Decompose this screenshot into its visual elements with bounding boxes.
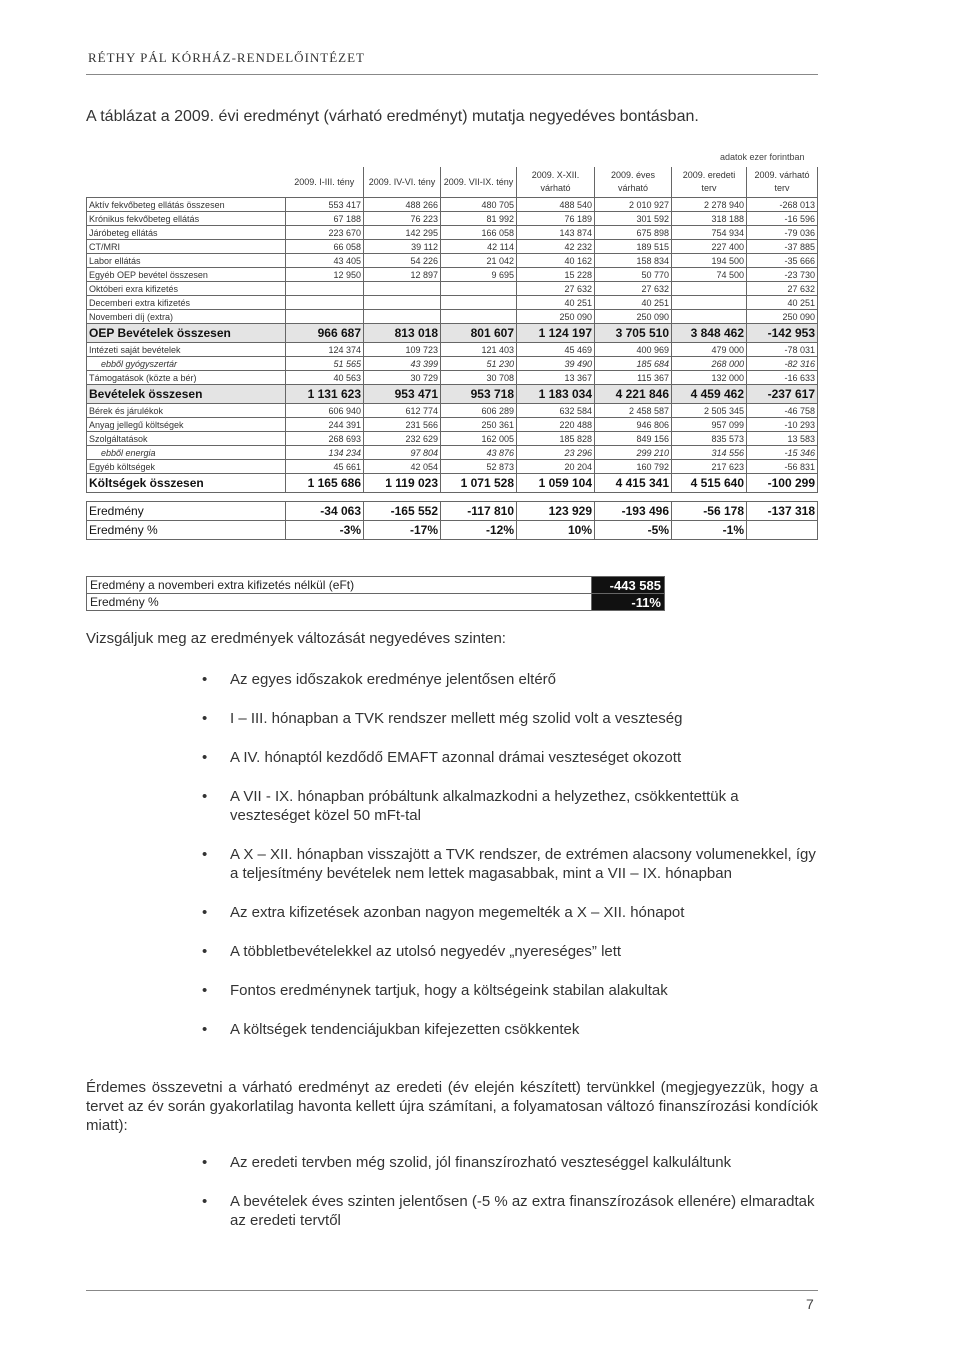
row-label: Novemberi díj (extra) — [87, 310, 286, 324]
row-label: Anyag jellegű költségek — [87, 418, 286, 432]
bullet-item: • I – III. hónapban a TVK rendszer mellett még szolid volt a veszteség — [86, 709, 818, 728]
column-header: 2009. VII-IX. tény — [441, 167, 517, 198]
extra-value: -11% — [592, 594, 665, 611]
table-cell — [364, 296, 441, 310]
table-cell: 40 251 — [747, 296, 818, 310]
table-cell: -78 031 — [747, 343, 818, 357]
table-cell: 220 488 — [517, 418, 595, 432]
extra-value: -443 585 — [592, 577, 665, 594]
table-row — [87, 521, 818, 540]
table-cell: 2 458 587 — [595, 404, 672, 418]
table-cell: 953 471 — [364, 385, 441, 404]
table-cell: 40 162 — [517, 254, 595, 268]
table-cell: -82 316 — [747, 357, 818, 371]
table-cell: 76 189 — [517, 212, 595, 226]
extra-label: Eredmény % — [87, 594, 592, 611]
table-cell: 1 131 623 — [286, 385, 364, 404]
row-label: Járóbeteg ellátás — [87, 226, 286, 240]
table-row — [87, 268, 818, 282]
row-label: OEP Bevételek összesen — [87, 324, 286, 343]
table-row — [87, 198, 818, 212]
spacer-cell — [441, 493, 517, 502]
table-cell: 244 391 — [286, 418, 364, 432]
table-cell: 43 876 — [441, 446, 517, 460]
footer-divider — [86, 1290, 818, 1291]
table-cell: 30 708 — [441, 371, 517, 385]
row-label: Bérek és járulékok — [87, 404, 286, 418]
spacer-cell — [286, 493, 364, 502]
table-cell: 2 505 345 — [672, 404, 747, 418]
table-row — [87, 371, 818, 385]
spacer-cell — [87, 493, 286, 502]
row-label: Bevételek összesen — [87, 385, 286, 404]
table-cell: 123 929 — [517, 502, 595, 521]
column-header: 2009. éves várható — [595, 167, 672, 198]
paragraph-quarterly: Vizsgáljuk meg az eredmények változását negyedéves szinten: — [86, 630, 506, 647]
table-cell — [286, 310, 364, 324]
table-cell: 813 018 — [364, 324, 441, 343]
table-cell: 480 705 — [441, 198, 517, 212]
table-cell: 30 729 — [364, 371, 441, 385]
table-cell: 301 592 — [595, 212, 672, 226]
table-cell: 51 230 — [441, 357, 517, 371]
table-cell: 12 950 — [286, 268, 364, 282]
table-cell: -193 496 — [595, 502, 672, 521]
table-cell: 268 693 — [286, 432, 364, 446]
table-cell: 143 874 — [517, 226, 595, 240]
table-cell: 76 223 — [364, 212, 441, 226]
table-row — [87, 324, 818, 343]
table-cell: 835 573 — [672, 432, 747, 446]
table-cell: 232 629 — [364, 432, 441, 446]
table-cell — [441, 282, 517, 296]
table-cell: 121 403 — [441, 343, 517, 357]
table-cell: 67 188 — [286, 212, 364, 226]
table-cell: -79 036 — [747, 226, 818, 240]
table-cell: 217 623 — [672, 460, 747, 474]
row-label: Labor ellátás — [87, 254, 286, 268]
table-cell: 52 873 — [441, 460, 517, 474]
table-cell — [441, 296, 517, 310]
spacer-cell — [672, 493, 747, 502]
table-cell: 1 059 104 — [517, 474, 595, 493]
row-label: Szolgáltatások — [87, 432, 286, 446]
table-cell: 13 367 — [517, 371, 595, 385]
intro-text: A táblázat a 2009. évi eredményt (várható eredményt) mutatja negyedéves bontásban. — [86, 108, 699, 125]
table-cell: 606 940 — [286, 404, 364, 418]
table-cell — [672, 282, 747, 296]
table-cell: 124 374 — [286, 343, 364, 357]
bullet-item: • Az egyes időszakok eredménye jelentősen eltérő — [86, 670, 818, 689]
table-cell: -17% — [364, 521, 441, 540]
table-cell: 194 500 — [672, 254, 747, 268]
table-cell: 42 114 — [441, 240, 517, 254]
table-cell: -37 885 — [747, 240, 818, 254]
table-cell: 250 090 — [595, 310, 672, 324]
table-cell: 250 090 — [517, 310, 595, 324]
table-cell: 1 165 686 — [286, 474, 364, 493]
bullet-list-plan — [86, 1153, 818, 1230]
table-row — [87, 296, 818, 310]
table-cell: -1% — [672, 521, 747, 540]
table-row — [87, 240, 818, 254]
table-header-row — [87, 167, 818, 198]
row-label: Költségek összesen — [87, 474, 286, 493]
table-cell: 953 718 — [441, 385, 517, 404]
spacer-cell — [364, 493, 441, 502]
table-cell: 488 266 — [364, 198, 441, 212]
table-cell: 43 405 — [286, 254, 364, 268]
bullet-list-quarterly — [86, 670, 818, 1039]
table-cell: 39 112 — [364, 240, 441, 254]
column-header: 2009. eredeti terv — [672, 167, 747, 198]
table-row — [87, 418, 818, 432]
table-cell: 250 090 — [747, 310, 818, 324]
table-cell: 132 000 — [672, 371, 747, 385]
table-cell: 166 058 — [441, 226, 517, 240]
table-cell: 42 054 — [364, 460, 441, 474]
bullet-item: • A bevételek éves szinten jelentősen (-5 % az extra finanszírozások ellenére) elmaradtak az eredeti tervtől — [86, 1192, 818, 1230]
table-cell: 1 119 023 — [364, 474, 441, 493]
table-cell: -56 178 — [672, 502, 747, 521]
spacer-cell — [517, 493, 595, 502]
table-cell: 1 183 034 — [517, 385, 595, 404]
table-cell: -100 299 — [747, 474, 818, 493]
table-cell: 318 188 — [672, 212, 747, 226]
table-cell: 40 251 — [517, 296, 595, 310]
table-cell: 162 005 — [441, 432, 517, 446]
table-cell: -237 617 — [747, 385, 818, 404]
row-label: ebből energia — [87, 446, 286, 460]
row-label: Egyéb OEP bevétel összesen — [87, 268, 286, 282]
table-cell — [286, 296, 364, 310]
table-cell: 185 828 — [517, 432, 595, 446]
table-cell: 27 632 — [517, 282, 595, 296]
table-cell — [286, 282, 364, 296]
table-cell: 227 400 — [672, 240, 747, 254]
table-cell: 268 000 — [672, 357, 747, 371]
table-cell: 23 296 — [517, 446, 595, 460]
results-table — [86, 167, 818, 540]
table-cell: 9 695 — [441, 268, 517, 282]
table-row — [87, 254, 818, 268]
table-row — [87, 282, 818, 296]
table-cell: -3% — [286, 521, 364, 540]
table-cell: -46 758 — [747, 404, 818, 418]
spacer-cell — [747, 493, 818, 502]
table-cell: 134 234 — [286, 446, 364, 460]
table-cell — [672, 296, 747, 310]
extra-row — [87, 577, 665, 594]
bullet-item: • A többletbevételekkel az utolsó negyedév „nyereséges” lett — [86, 942, 818, 961]
table-cell: 223 670 — [286, 226, 364, 240]
table-cell: 553 417 — [286, 198, 364, 212]
table-cell: 39 490 — [517, 357, 595, 371]
table-cell: 13 583 — [747, 432, 818, 446]
table-cell: 4 459 462 — [672, 385, 747, 404]
row-label: Támogatások (közte a bér) — [87, 371, 286, 385]
table-cell: 74 500 — [672, 268, 747, 282]
page-header: RÉTHY PÁL KÓRHÁZ-RENDELŐINTÉZET — [88, 50, 365, 65]
table-cell: 849 156 — [595, 432, 672, 446]
table-cell: 142 295 — [364, 226, 441, 240]
table-cell — [364, 310, 441, 324]
table-row — [87, 385, 818, 404]
table-cell: -165 552 — [364, 502, 441, 521]
table-cell: 966 687 — [286, 324, 364, 343]
table-cell: 314 556 — [672, 446, 747, 460]
page-number: 7 — [806, 1296, 814, 1312]
table-cell: 50 770 — [595, 268, 672, 282]
unit-note: adatok ezer forintban — [720, 152, 805, 162]
table-cell: 4 515 640 — [672, 474, 747, 493]
bullet-item: • A IV. hónaptól kezdődő EMAFT azonnal drámai veszteséget okozott — [86, 748, 818, 767]
table-cell: 1 071 528 — [441, 474, 517, 493]
table-cell: 946 806 — [595, 418, 672, 432]
table-cell: 27 632 — [595, 282, 672, 296]
table-cell: 97 804 — [364, 446, 441, 460]
extra-row — [87, 594, 665, 611]
table-cell: 51 565 — [286, 357, 364, 371]
table-cell: -10 293 — [747, 418, 818, 432]
table-cell: 160 792 — [595, 460, 672, 474]
table-cell: 20 204 — [517, 460, 595, 474]
bullet-item: • A X – XII. hónapban visszajött a TVK rendszer, de extrémen alacsony volumenekkel, így a teljesítmény bevételek nem lettek magasabbak, mint a VII – IX. hónapban — [86, 845, 818, 883]
table-cell: 488 540 — [517, 198, 595, 212]
bullet-item: • Az eredeti tervben még szolid, jól finanszírozható veszteséggel kalkuláltunk — [86, 1153, 818, 1172]
header-corner — [87, 167, 286, 198]
table-cell: 15 228 — [517, 268, 595, 282]
row-label: Eredmény — [87, 502, 286, 521]
row-label: Decemberi extra kifizetés — [87, 296, 286, 310]
row-label: Krónikus fekvőbeteg ellátás — [87, 212, 286, 226]
table-cell: 12 897 — [364, 268, 441, 282]
paragraph-plan-comparison: Érdemes összevetni a várható eredményt az eredeti (év elején készített) tervünkkel (megjegyezzük, hogy a tervet az év során gyakorlatilag havonta kellett újra számítani, a folyamatosan változó finanszírozási kondíciók miatt): — [86, 1079, 818, 1134]
table-cell: 606 289 — [441, 404, 517, 418]
table-cell: 299 210 — [595, 446, 672, 460]
table-cell: 21 042 — [441, 254, 517, 268]
table-cell: -5% — [595, 521, 672, 540]
table-cell: -23 730 — [747, 268, 818, 282]
table-cell: 54 226 — [364, 254, 441, 268]
table-cell: -35 666 — [747, 254, 818, 268]
table-cell: 115 367 — [595, 371, 672, 385]
header-divider — [86, 74, 818, 75]
row-label: Aktív fekvőbeteg ellátás összesen — [87, 198, 286, 212]
row-label: Egyéb költségek — [87, 460, 286, 474]
table-cell: -15 346 — [747, 446, 818, 460]
table-cell: -16 596 — [747, 212, 818, 226]
table-row — [87, 310, 818, 324]
table-row — [87, 404, 818, 418]
table-cell: 632 584 — [517, 404, 595, 418]
table-cell: 10% — [517, 521, 595, 540]
table-cell: 109 723 — [364, 343, 441, 357]
table-cell: 479 000 — [672, 343, 747, 357]
bullet-item: • A költségek tendenciájukban kifejezetten csökkentek — [86, 1020, 818, 1039]
table-cell: 158 834 — [595, 254, 672, 268]
table-cell: -16 633 — [747, 371, 818, 385]
table-cell: 801 607 — [441, 324, 517, 343]
table-cell: -56 831 — [747, 460, 818, 474]
table-cell — [747, 521, 818, 540]
table-row — [87, 343, 818, 357]
table-cell: 1 124 197 — [517, 324, 595, 343]
table-cell: 4 221 846 — [595, 385, 672, 404]
table-cell: 40 251 — [595, 296, 672, 310]
table-cell: -137 318 — [747, 502, 818, 521]
table-cell: -117 810 — [441, 502, 517, 521]
column-header: 2009. IV-VI. tény — [364, 167, 441, 198]
table-cell: 27 632 — [747, 282, 818, 296]
extra-label: Eredmény a novemberi extra kifizetés nélkül (eFt) — [87, 577, 592, 594]
table-cell: 81 992 — [441, 212, 517, 226]
table-cell: 957 099 — [672, 418, 747, 432]
column-header: 2009. I-III. tény — [286, 167, 364, 198]
table-cell: 189 515 — [595, 240, 672, 254]
table-cell: 185 684 — [595, 357, 672, 371]
table-cell: 231 566 — [364, 418, 441, 432]
table-cell: -142 953 — [747, 324, 818, 343]
table-cell — [364, 282, 441, 296]
column-header: 2009. X-XII. várható — [517, 167, 595, 198]
table-cell: 612 774 — [364, 404, 441, 418]
row-label: Októberi exra kifizetés — [87, 282, 286, 296]
table-cell: 250 361 — [441, 418, 517, 432]
table-cell: 400 969 — [595, 343, 672, 357]
table-row — [87, 226, 818, 240]
table-cell: 4 415 341 — [595, 474, 672, 493]
bullet-item: • Az extra kifizetések azonban nagyon megemelték a X – XII. hónapot — [86, 903, 818, 922]
table-cell: 42 232 — [517, 240, 595, 254]
table-row — [87, 474, 818, 493]
row-label: CT/MRI — [87, 240, 286, 254]
spacer-row — [87, 493, 818, 502]
table-cell: -34 063 — [286, 502, 364, 521]
table-cell: 45 661 — [286, 460, 364, 474]
table-cell: 45 469 — [517, 343, 595, 357]
table-cell — [441, 310, 517, 324]
table-cell: 2 010 927 — [595, 198, 672, 212]
table-cell: 675 898 — [595, 226, 672, 240]
table-cell: -12% — [441, 521, 517, 540]
table-cell — [672, 310, 747, 324]
extra-result-table — [86, 576, 665, 611]
table-cell: -268 013 — [747, 198, 818, 212]
bullet-item: • A VII - IX. hónapban próbáltunk alkalmazkodni a helyzethez, csökkentettük a veszteséget közel 50 mFt-tal — [86, 787, 818, 825]
column-header: 2009. várható terv — [747, 167, 818, 198]
table-cell: 40 563 — [286, 371, 364, 385]
table-row — [87, 460, 818, 474]
table-row — [87, 357, 818, 371]
table-cell: 3 705 510 — [595, 324, 672, 343]
row-label: ebből gyógyszertár — [87, 357, 286, 371]
table-row — [87, 212, 818, 226]
row-label: Eredmény % — [87, 521, 286, 540]
table-cell: 3 848 462 — [672, 324, 747, 343]
spacer-cell — [595, 493, 672, 502]
table-cell: 754 934 — [672, 226, 747, 240]
table-cell: 66 058 — [286, 240, 364, 254]
table-cell: 2 278 940 — [672, 198, 747, 212]
row-label: Intézeti saját bevételek — [87, 343, 286, 357]
bullet-item: • Fontos eredménynek tartjuk, hogy a költségeink stabilan alakultak — [86, 981, 818, 1000]
table-row — [87, 446, 818, 460]
table-row — [87, 432, 818, 446]
table-cell: 43 399 — [364, 357, 441, 371]
table-row — [87, 502, 818, 521]
